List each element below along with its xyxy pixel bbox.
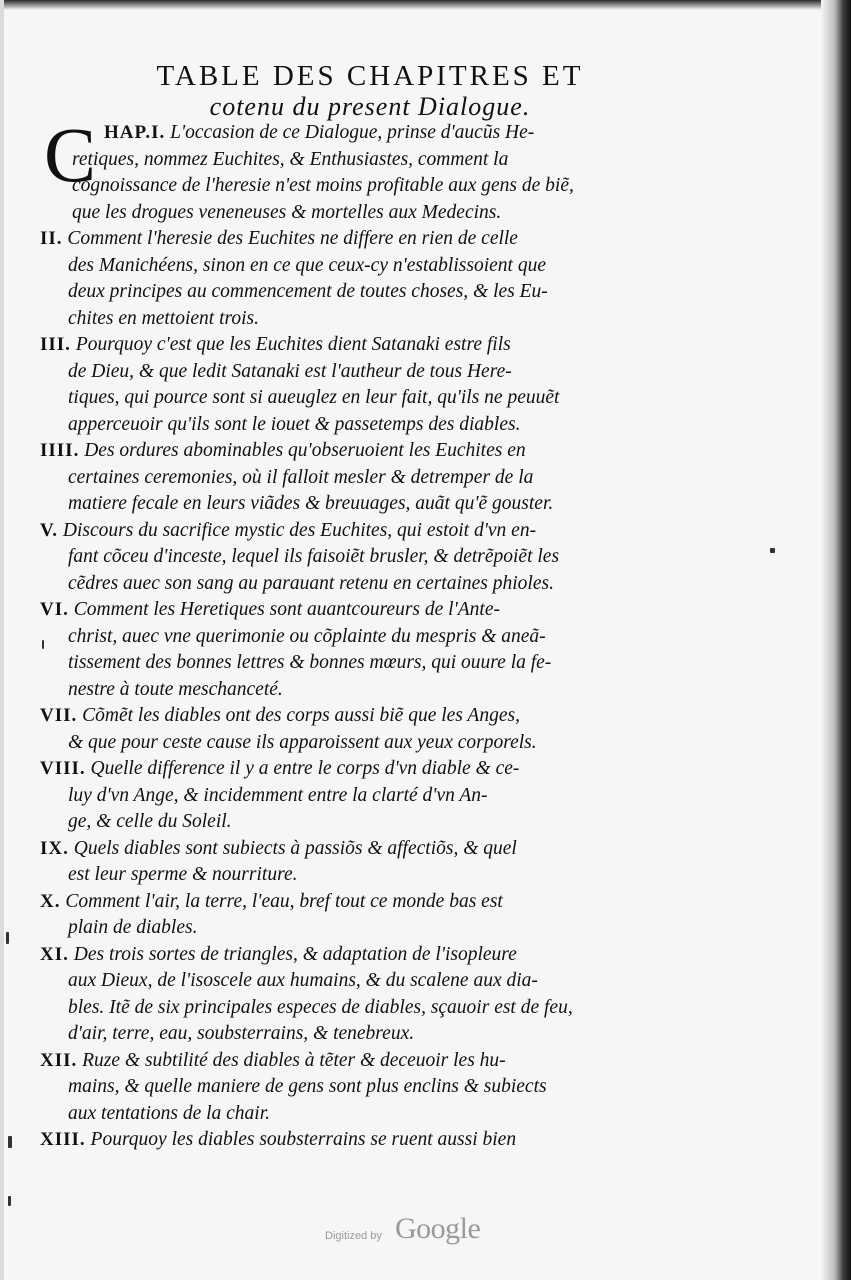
chapter-line: plain de diables.: [68, 917, 198, 938]
drop-cap: C: [44, 111, 97, 198]
chapter-line: IIII. Des ordures abominables qu'obseruoient les Euchites en: [40, 440, 526, 461]
chapter-line: & que pour ceste cause ils apparoissent aux yeux corporels.: [68, 731, 537, 753]
scan-speck: [8, 1136, 12, 1148]
page-binding-shadow: [821, 0, 851, 1280]
table-subtitle: cotenu du present Dialogue.: [209, 92, 531, 121]
table-title: TABLE DES CHAPITRES ET: [156, 60, 584, 92]
chapter-line: VIII. Quelle difference il y a entre le corps d'vn diable & ce-: [40, 758, 520, 779]
chapter-line: apperceuoir qu'ils sont le iouet & passetemps des diables.: [68, 413, 521, 435]
chapter-numeral: V.: [40, 519, 59, 541]
page-top-shadow: [0, 0, 851, 10]
chapter-line: aux Dieux, de l'isoscele aux humains, & du scalene aux dia-: [68, 970, 538, 991]
chapter-line: chites en mettoient trois.: [68, 307, 259, 329]
google-logo: Google: [395, 1212, 481, 1245]
chapter-line: tissement des bonnes lettres & bonnes mœurs, qui ouure la fe-: [68, 652, 552, 673]
chapter-line: XI. Des trois sortes de triangles, & adaptation de l'isopleure: [40, 943, 517, 965]
chapter-entry-10: [40, 889, 620, 942]
chapter-numeral: III.: [40, 334, 71, 355]
page-left-edge: [0, 0, 4, 1280]
chapter-entry-5: [40, 518, 620, 598]
chapter-line: ge, & celle du Soleil.: [68, 811, 232, 832]
chapter-line: matiere fecale en leurs viãdes & breuuages, auãt qu'ẽ gouster.: [68, 493, 554, 514]
chapter-line: mains, & quelle maniere de gens sont plus enclins & subiects: [68, 1076, 547, 1097]
digitized-by-google-watermark: [325, 1212, 545, 1252]
chapter-line: de Dieu, & que ledit Satanaki est l'autheur de tous Here-: [68, 360, 512, 382]
chapter-line: aux tentations de la chair.: [68, 1102, 271, 1124]
chapter-line: II. Comment l'heresie des Euchites ne differe en rien de celle: [40, 228, 518, 249]
chapter-line: XII. Ruze & subtilité des diables à tẽter & deceuoir les hu-: [40, 1049, 506, 1071]
chapter-entry-4: [40, 438, 620, 518]
chapter-entry-12: [40, 1048, 620, 1128]
chapter-line: certaines ceremonies, où il falloit mesler & detremper de la: [68, 466, 534, 488]
chapter-numeral: XIII.: [40, 1129, 86, 1150]
chapter-numeral: VIII.: [40, 758, 86, 779]
chapter-line: VII. Cõmẽt les diables ont des corps aussi biẽ que les Anges,: [40, 705, 520, 726]
chapter-numeral: IX.: [40, 837, 69, 859]
chapter-line: IX. Quels diables sont subiects à passiõs & affectiõs, & quel: [40, 837, 517, 859]
chapter-line: tiques, qui pource sont si aueuglez en leur fait, qu'ils ne peuuẽt: [68, 387, 560, 408]
scan-speck: [8, 1196, 11, 1206]
chapter-entry-7: [40, 703, 620, 756]
chapter-list: [40, 111, 620, 1154]
chapter-numeral: VII.: [40, 705, 78, 726]
chapter-line: d'air, terre, eau, soubsterrains, & tenebreux.: [68, 1023, 415, 1044]
chapter-entry-8: [40, 756, 620, 836]
chapter-line: cognoissance de l'heresie n'est moins profitable aux gens de biẽ,: [72, 175, 574, 196]
scan-speck: [42, 640, 44, 649]
chapter-line: luy d'vn Ange, & incidemment entre la clarté d'vn An-: [68, 784, 488, 806]
chapter-numeral: VI.: [40, 599, 69, 620]
chapter-line: fant cõceu d'inceste, lequel ils faisoiẽt brusler, & detrẽpoiẽt les: [68, 546, 560, 567]
chapter-line: XIII. Pourquoy les diables soubsterrains se ruent aussi bien: [40, 1129, 517, 1150]
chapter-line: deux principes au commencement de toutes choses, & les Eu-: [68, 281, 548, 302]
chapter-entry-9: [40, 836, 620, 889]
chapter-numeral: X.: [40, 890, 61, 912]
chapter-line: III. Pourquoy c'est que les Euchites dient Satanaki estre fils: [40, 334, 511, 355]
chapter-line: HAP.I. L'occasion de ce Dialogue, prinse d'aucũs He-: [104, 122, 535, 143]
chapter-line: retiques, nommez Euchites, & Enthusiastes, comment la: [72, 148, 509, 170]
watermark-small-text: Digitized by: [325, 1230, 382, 1242]
chapter-entry-3: [40, 332, 620, 438]
chapter-entry-13: [40, 1127, 620, 1154]
chapter-entry-1: [40, 111, 620, 226]
chapter-entry-2: [40, 226, 620, 332]
chapter-line: est leur sperme & nourriture.: [68, 864, 298, 885]
chapter-numeral: XI.: [40, 943, 69, 965]
chapter-numeral: IIII.: [40, 440, 80, 461]
chapter-entry-11: [40, 942, 620, 1048]
chapter-numeral: II.: [40, 228, 63, 249]
scan-speck: [770, 548, 775, 553]
chapter-line: cẽdres auec son sang au parauant retenu en certaines phioles.: [68, 572, 554, 594]
chapter-line: V. Discours du sacrifice mystic des Euchites, qui estoit d'vn en-: [40, 519, 537, 541]
chapter-line: VI. Comment les Heretiques sont auantcoureurs de l'Ante-: [40, 599, 500, 620]
chapter-line: que les drogues veneneuses & mortelles aux Medecins.: [72, 201, 502, 223]
chapter-entry-6: [40, 597, 620, 703]
chapter-numeral: HAP.I.: [104, 122, 166, 143]
chapter-line: X. Comment l'air, la terre, l'eau, bref tout ce monde bas est: [40, 890, 503, 912]
chapter-line: nestre à toute meschanceté.: [68, 678, 283, 700]
chapter-line: bles. Itẽ de six principales especes de diables, sçauoir est de feu,: [68, 996, 573, 1018]
chapter-line: des Manichéens, sinon en ce que ceux-cy n'establissoient que: [68, 254, 546, 276]
chapter-numeral: XII.: [40, 1049, 78, 1071]
chapter-line: christ, auec vne querimonie ou cõplainte du mespris & aneã-: [68, 625, 546, 647]
scan-speck: [6, 932, 9, 944]
